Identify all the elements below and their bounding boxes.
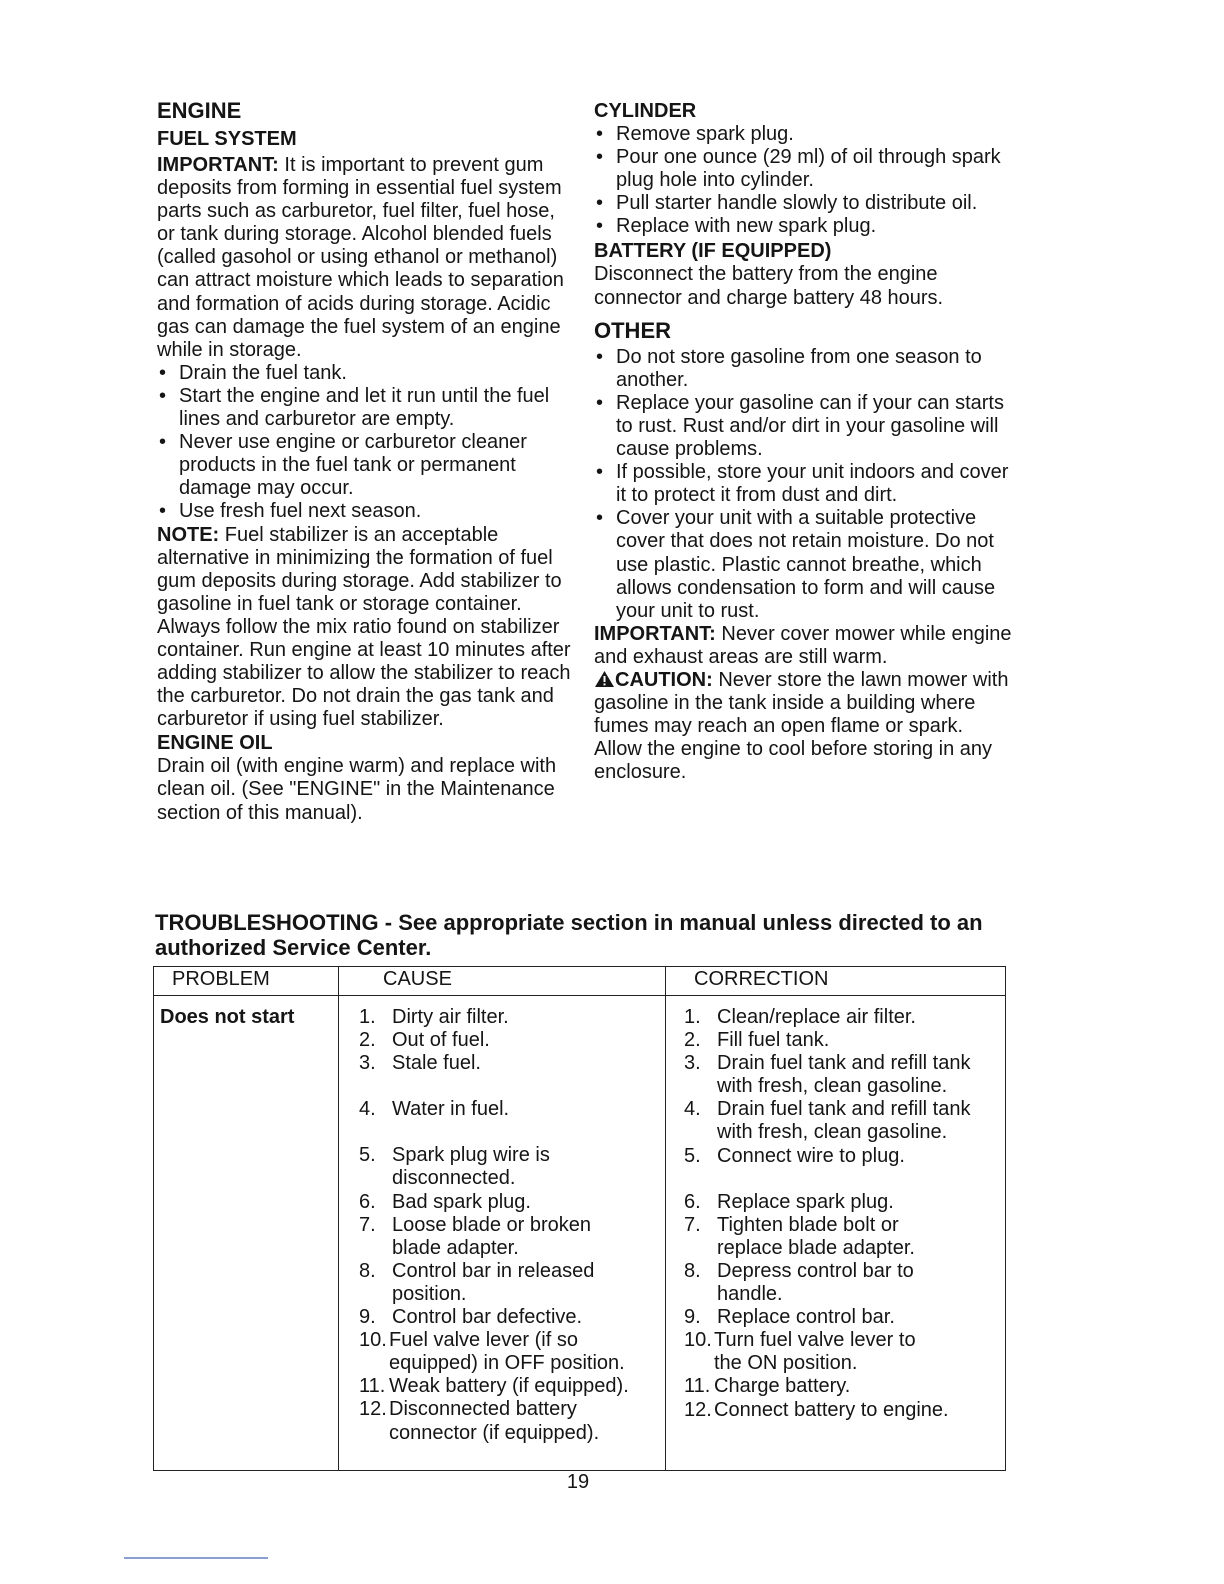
list-item: • Cover your unit with a suitable protective cover that does not retain moisture. Do not use plastic. Plastic cannot breathe, which allows condensation to form and will cause your unit to rust. <box>594 507 1014 622</box>
list-item: 1. Dirty air filter. <box>359 1006 509 1028</box>
list-item: 9. Control bar defective. <box>359 1306 583 1329</box>
table-row <box>154 996 1006 1471</box>
troubleshooting-table <box>153 966 1006 1471</box>
list-item: • Use fresh fuel next season. <box>157 500 577 523</box>
list-item: 7. Loose blade or broken blade adapter. <box>359 1213 592 1259</box>
note-label: NOTE: <box>157 523 220 546</box>
list-item: • Pour one ounce (29 ml) of oil through spark plug hole into cylinder. <box>594 146 1014 192</box>
column-header-cause: CAUSE <box>339 967 666 996</box>
list-item: 3. Drain fuel tank and refill tank with fresh, clean gasoline. <box>684 1052 971 1098</box>
caution-text: Never store the lawn mower with gasoline in the tank inside a building where fumes may reach an open flame or spark. Allow the engine to cool before storing in any enclosure. <box>594 668 1009 784</box>
fuel-system-heading: FUEL SYSTEM <box>157 128 297 150</box>
list-item: • Replace with new spark plug. <box>594 215 1014 238</box>
list-item: 5. Connect wire to plug. <box>684 1144 905 1167</box>
list-item: 6. Bad spark plug. <box>359 1190 531 1213</box>
cylinder-bullets <box>594 123 1014 238</box>
cause-list <box>359 1006 665 1445</box>
list-item: 2. Fill fuel tank. <box>684 1029 830 1052</box>
list-item: 11. Weak battery (if equipped). <box>359 1375 629 1398</box>
left-column <box>157 98 577 825</box>
column-header-problem: PROBLEM <box>154 967 339 996</box>
engine-oil-heading: ENGINE OIL <box>157 732 273 755</box>
list-item: 12. Disconnected battery connector (if equipped). <box>359 1398 600 1444</box>
list-item: 8. Control bar in released position. <box>359 1259 595 1305</box>
other-heading: OTHER <box>594 317 671 343</box>
list-item: 11. Charge battery. <box>684 1375 851 1398</box>
other-bullets <box>594 346 1014 623</box>
warning-icon <box>594 670 615 688</box>
list-item: 6. Replace spark plug. <box>684 1190 894 1213</box>
important-label: IMPORTANT: <box>157 154 279 176</box>
other-important <box>594 623 1014 669</box>
list-item: • Remove spark plug. <box>594 123 1014 146</box>
table-header-row <box>154 967 1006 996</box>
important-text: Never cover mower while engine and exhaust areas are still warm. <box>594 622 1012 668</box>
right-column <box>594 98 1014 784</box>
column-header-correction: CORRECTION <box>666 967 1006 996</box>
list-item: • Drain the fuel tank. <box>157 362 577 385</box>
engine-oil-text: Drain oil (with engine warm) and replace with clean oil. (See "ENGINE" in the Maintenance section of this manual). <box>157 755 557 824</box>
list-item: 3. Stale fuel. <box>359 1052 481 1075</box>
list-item: 5. Spark plug wire is disconnected. <box>359 1144 550 1190</box>
cause-cell <box>339 996 666 1471</box>
list-item: • Start the engine and let it run until the fuel lines and carburetor are empty. <box>157 385 577 431</box>
list-item: 12. Connect battery to engine. <box>684 1398 949 1421</box>
fuel-system-note <box>157 524 577 732</box>
list-item: • Never use engine or carburetor cleaner products in the fuel tank or permanent damage may occur. <box>157 431 577 500</box>
list-item: • Pull starter handle slowly to distribute oil. <box>594 192 1014 215</box>
scan-artifact-line <box>124 1557 268 1559</box>
list-item: • Replace your gasoline can if your can starts to rust. Rust and/or dirt in your gasoline will cause problems. <box>594 392 1014 461</box>
important-label: IMPORTANT: <box>594 622 716 645</box>
list-item: 10. Turn fuel valve lever to the ON position. <box>684 1329 916 1375</box>
list-item: 4. Drain fuel tank and refill tank with fresh, clean gasoline. <box>684 1098 971 1144</box>
fuel-system-important <box>157 154 577 362</box>
list-item: 7. Tighten blade bolt or replace blade adapter. <box>684 1213 915 1259</box>
troubleshooting-heading: TROUBLESHOOTING - See appropriate section in manual unless directed to an authorized Service Center. <box>155 910 983 960</box>
important-text: It is important to prevent gum deposits from forming in essential fuel system parts such as carburetor, fuel filter, fuel hose, or tank during storage. Alcohol blended fuels (called gasohol or using ethanol or methanol) can attract moisture which leads to separation and formation of acids during storage. Acidic gas can damage the fuel system of an engine while in storage. <box>157 154 564 361</box>
cylinder-heading: CYLINDER <box>594 100 697 122</box>
correction-cell <box>666 996 1006 1471</box>
problem-cell: Does not start <box>154 996 339 1471</box>
page-number: 19 <box>566 1471 590 1493</box>
list-item: 4. Water in fuel. <box>359 1098 510 1121</box>
list-item: 8. Depress control bar to handle. <box>684 1259 914 1306</box>
engine-heading: ENGINE <box>157 98 242 123</box>
note-text: Fuel stabilizer is an acceptable alternative in minimizing the formation of fuel gum deposits during storage. Add stabilizer to gasoline in fuel tank or storage container. Always follow the mix ratio found on stabilizer container. Run engine at least 10 minutes after adding stabilizer to allow the stabilizer to reach the carburetor. Do not drain the gas tank and carburetor if using fuel stabilizer. <box>157 523 571 731</box>
list-item: 9. Replace control bar. <box>684 1306 895 1329</box>
battery-text: Disconnect the battery from the engine connector and charge battery 48 hours. <box>594 263 944 309</box>
list-item: 10. Fuel valve lever (if so equipped) in OFF position. <box>359 1329 625 1375</box>
list-item: • If possible, store your unit indoors and cover it to protect it from dust and dirt. <box>594 461 1014 507</box>
correction-list <box>684 1006 1005 1422</box>
battery-heading: BATTERY (IF EQUIPPED) <box>594 240 832 263</box>
list-item: 1. Clean/replace air filter. <box>684 1006 916 1028</box>
caution-label: CAUTION: <box>615 668 713 691</box>
list-item: • Do not store gasoline from one season to another. <box>594 346 1014 392</box>
caution-paragraph <box>594 669 1014 784</box>
fuel-system-bullets <box>157 362 577 524</box>
list-item: 2. Out of fuel. <box>359 1029 490 1052</box>
